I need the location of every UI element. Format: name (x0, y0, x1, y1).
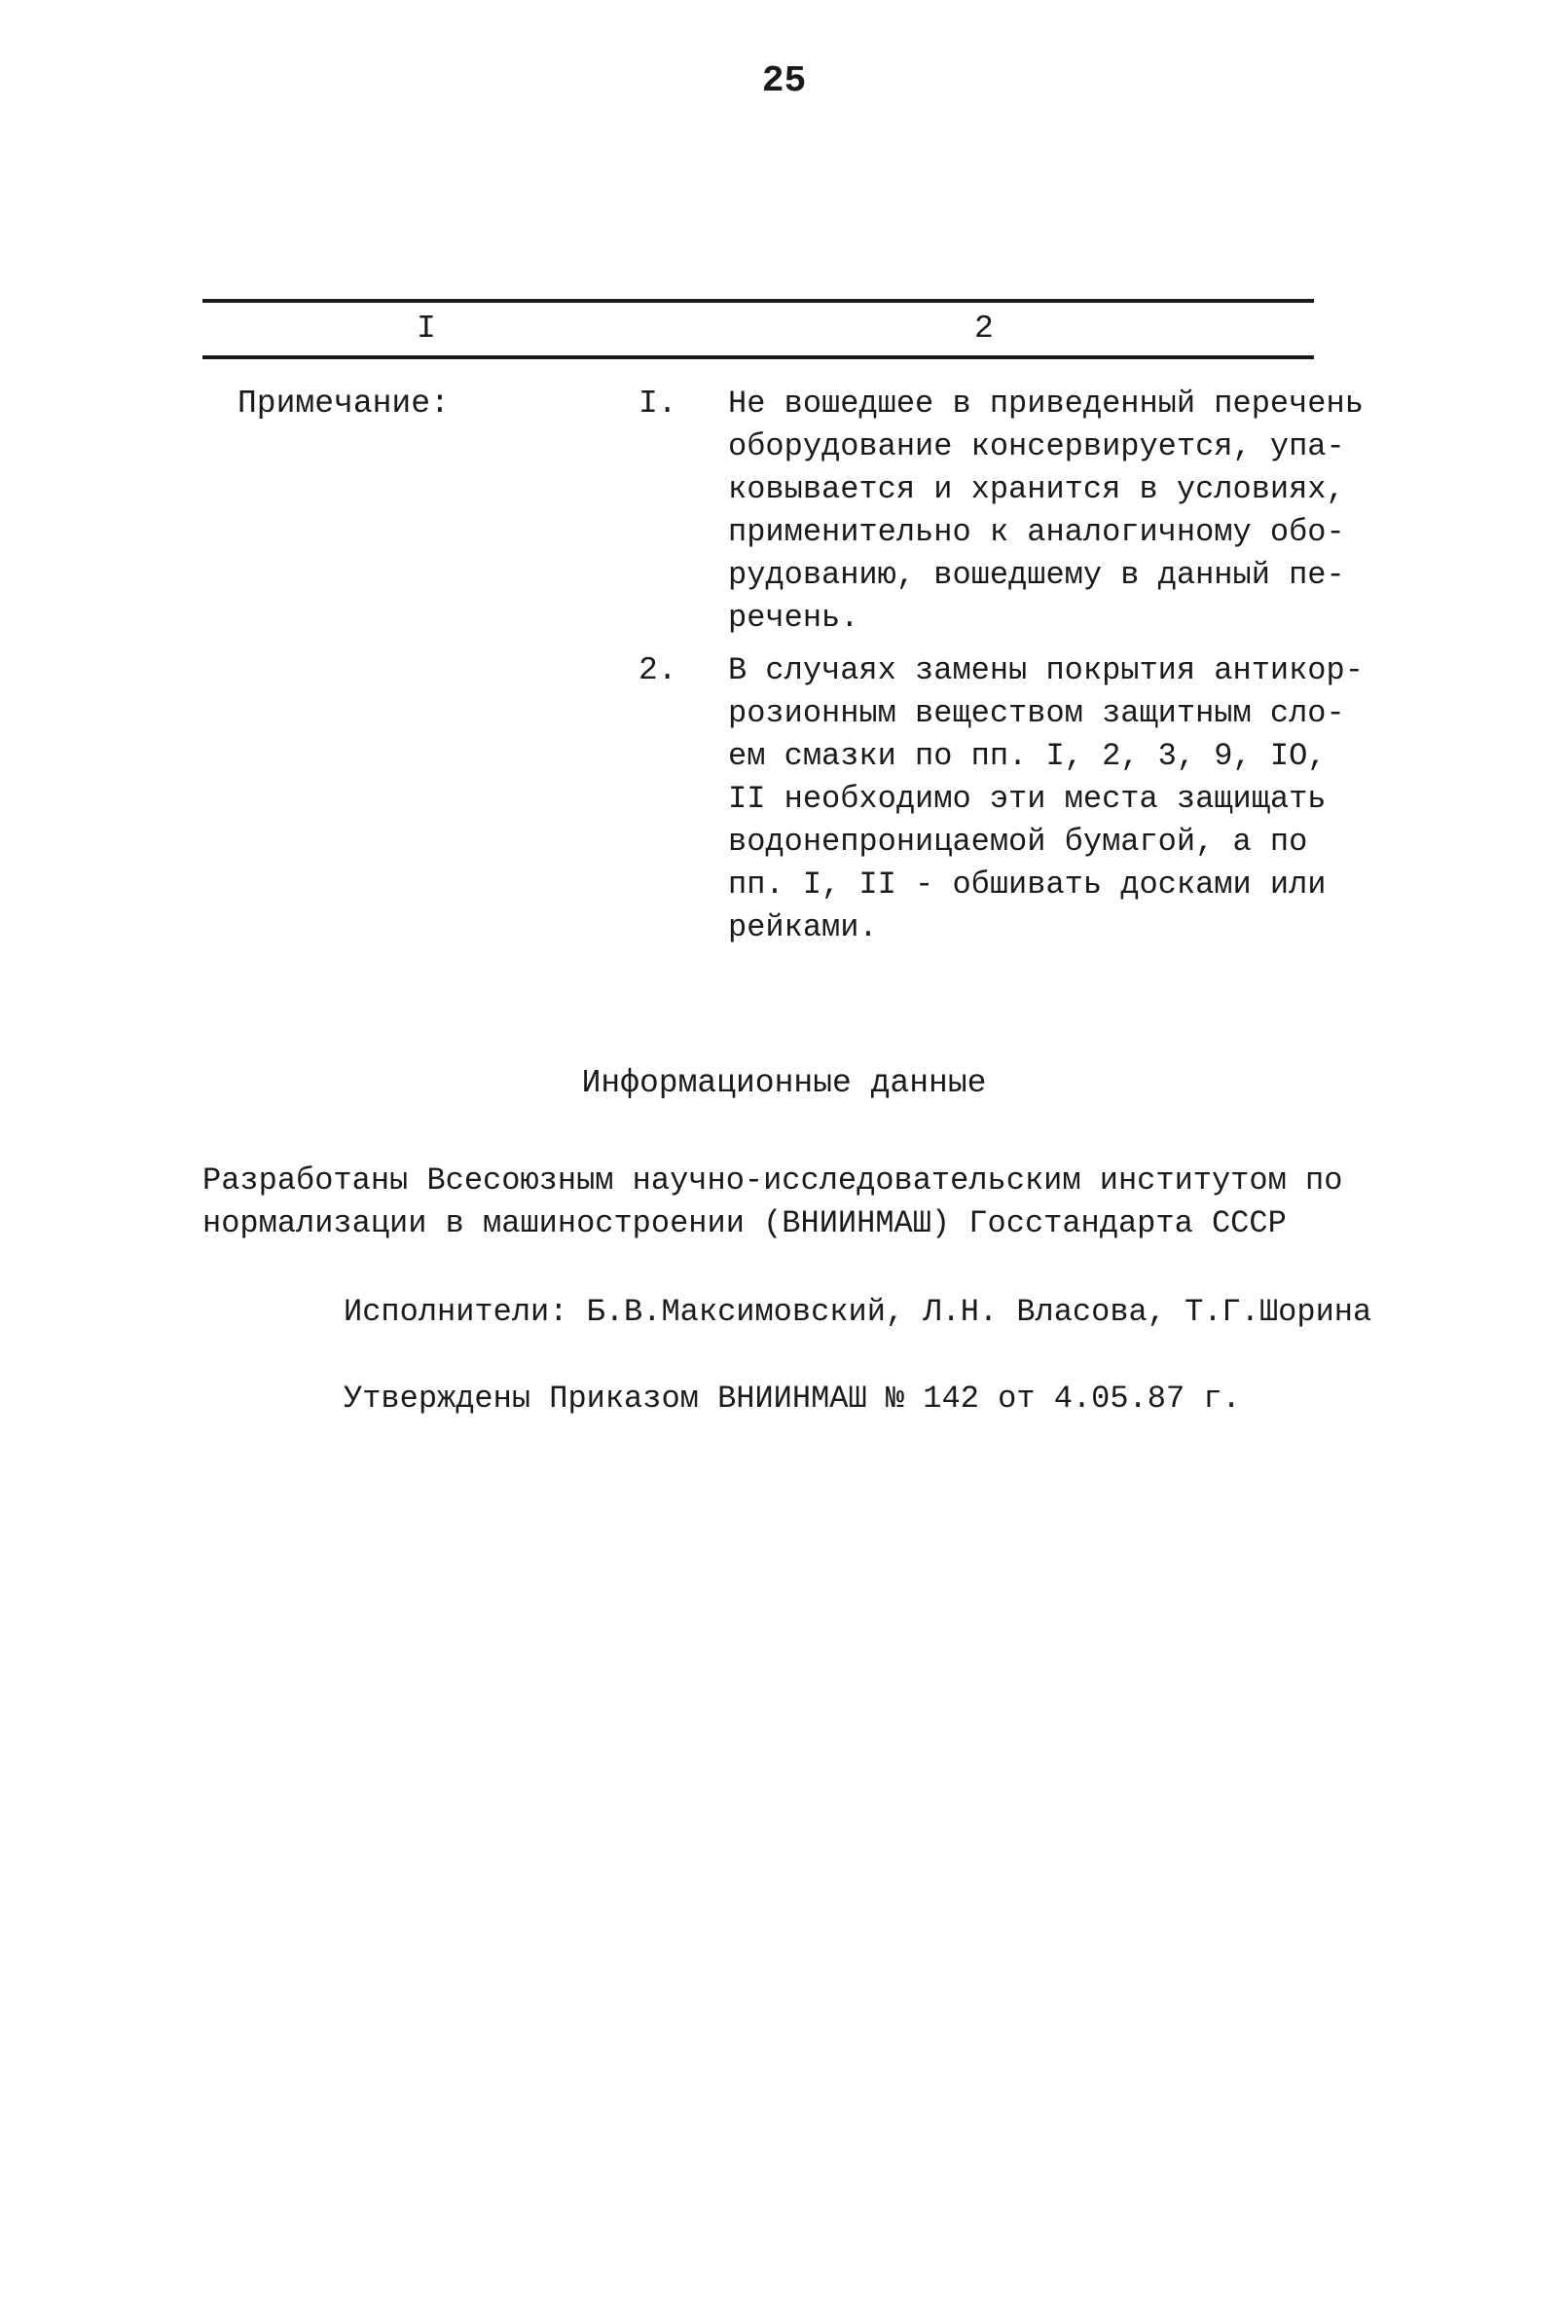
note-line: II необходимо эти места защищать (728, 781, 1327, 817)
note-line: рудованию, вошедшему в данный пе- (728, 557, 1345, 593)
note-line: применительно к аналогичному обо- (728, 514, 1345, 550)
developed-line: Разработаны Всесоюзным научно-исследовательским институтом по (202, 1162, 1343, 1199)
note-text-1 (728, 383, 1364, 640)
page-number: 25 (761, 60, 807, 102)
info-heading: Информационные данные (581, 1065, 987, 1101)
note-line: В случаях замены покрытия антикор- (728, 652, 1364, 688)
column-header-2: 2 (974, 311, 994, 347)
note-text-2 (728, 649, 1364, 949)
note-number-1: I. (638, 386, 677, 422)
note-line: пп. I, II - обшивать досками или (728, 867, 1327, 903)
note-line: водонепроницаемой бумагой, а по (728, 824, 1308, 860)
column-header-1: I (417, 311, 436, 347)
note-line: розионным веществом защитным сло- (728, 695, 1345, 731)
note-line: ковывается и хранится в условиях, (728, 471, 1345, 507)
note-line: оборудование консервируется, упа- (728, 428, 1345, 464)
table-header-rule (202, 355, 1314, 359)
note-label: Примечание: (237, 386, 450, 422)
note-line: ем смазки по пп. I, 2, 3, 9, IO, (728, 738, 1327, 774)
note-number-2: 2. (638, 652, 677, 688)
executors: Исполнители: Б.В.Максимовский, Л.Н. Власова, Т.Г.Шорина (344, 1294, 1372, 1330)
developed-by (202, 1160, 1351, 1245)
approval-order: Утверждены Приказом ВНИИНМАШ № 142 от 4.05.87 г. (344, 1381, 1241, 1417)
note-line: речень. (728, 600, 859, 636)
note-line: Не вошедшее в приведенный перечень (728, 386, 1364, 422)
developed-line: нормализации в машиностроении (ВНИИНМАШ) Госстандарта СССР (202, 1205, 1287, 1241)
note-line: рейками. (728, 909, 878, 945)
table-top-rule (202, 299, 1314, 303)
